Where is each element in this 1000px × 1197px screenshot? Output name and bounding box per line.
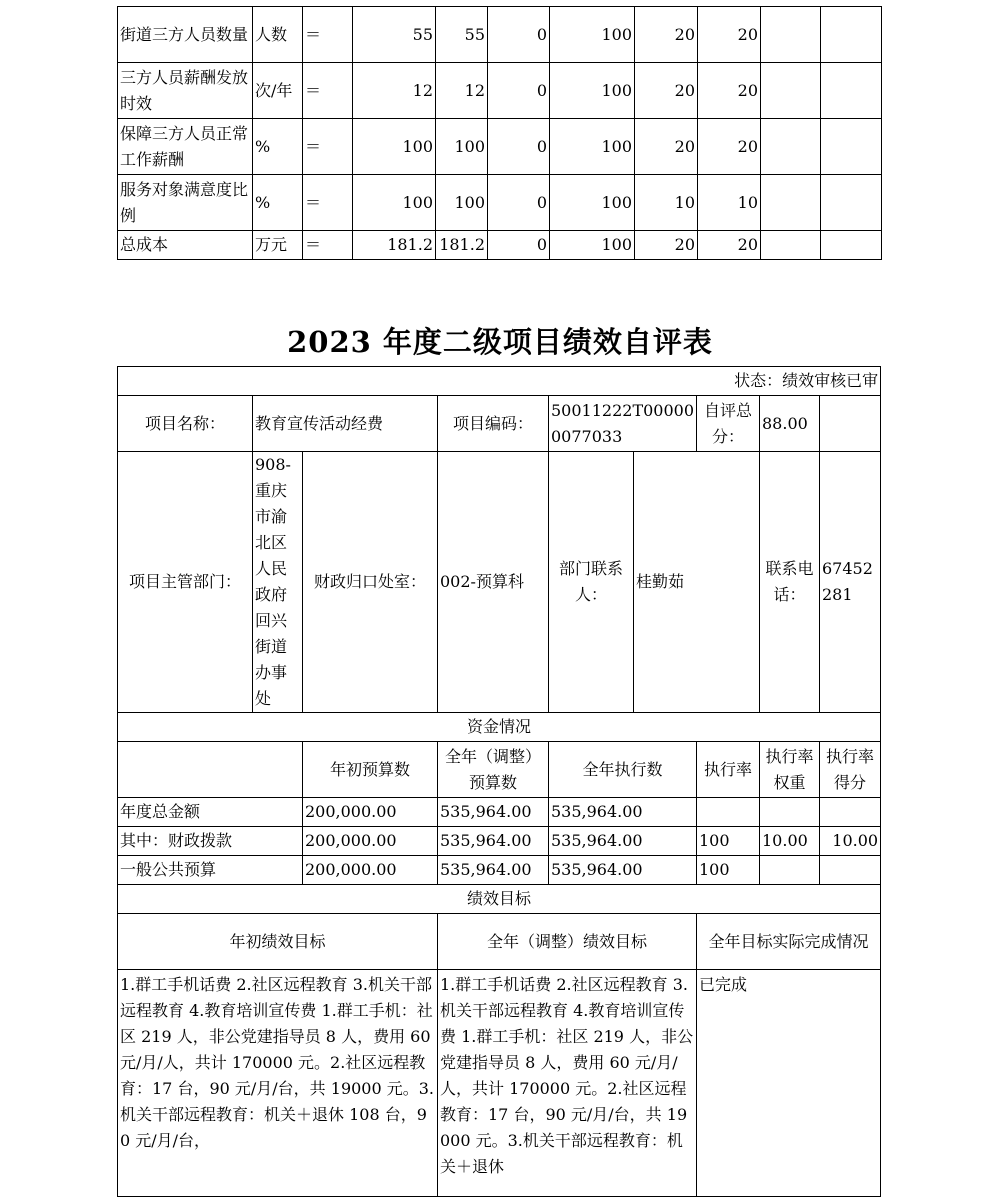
funds-row: [118, 798, 881, 827]
indicator-name: 街道三方人员数量: [118, 7, 253, 63]
funds-initial: 200,000.00: [303, 827, 438, 856]
funds-adjusted: 535,964.00: [438, 856, 549, 885]
empty-cell: [761, 175, 821, 231]
indicator-score: 20: [698, 231, 761, 260]
empty-cell: [761, 119, 821, 175]
indicator-name: 总成本: [118, 231, 253, 260]
indicator-target: 100: [353, 119, 436, 175]
indicator-name: 三方人员薪酬发放时效: [118, 63, 253, 119]
indicator-completion: 100: [550, 119, 635, 175]
self-score-value: 88.00: [760, 396, 820, 452]
empty-cell: [821, 119, 882, 175]
indicator-completion: 100: [550, 63, 635, 119]
funds-initial: 200,000.00: [303, 798, 438, 827]
funds-rate-score: [820, 856, 881, 885]
indicator-unit: %: [253, 119, 303, 175]
indicator-unit: 次/年: [253, 63, 303, 119]
funds-row-label: 其中：财政拨款: [118, 827, 303, 856]
funds-rate: [697, 798, 760, 827]
self-score-label: 自评总分：: [697, 396, 760, 452]
funds-header-rate: 执行率: [697, 742, 760, 798]
indicator-unit: 人数: [253, 7, 303, 63]
indicator-deviation: 0: [488, 175, 550, 231]
indicator-row: [118, 231, 882, 260]
page-title: 2023 年度二级项目绩效自评表: [287, 325, 713, 359]
funds-rate-weight: 10.00: [760, 827, 820, 856]
indicator-operator: ＝: [303, 119, 353, 175]
funds-adjusted: 535,964.00: [438, 798, 549, 827]
funds-rate-score: [820, 798, 881, 827]
perf-section-header: 绩效目标: [118, 885, 881, 914]
contact-value: 桂勤茹: [634, 452, 760, 713]
dept-label: 项目主管部门：: [118, 452, 253, 713]
indicator-unit: %: [253, 175, 303, 231]
funds-rate-weight: [760, 798, 820, 827]
funds-header-rate-score: 执行率得分: [820, 742, 881, 798]
project-name-value: 教育宣传活动经费: [253, 396, 438, 452]
empty-cell: [761, 231, 821, 260]
indicator-score: 20: [698, 63, 761, 119]
funds-section-header: 资金情况: [118, 713, 881, 742]
indicator-row: [118, 63, 882, 119]
self-evaluation-form: [117, 366, 881, 1197]
perf-adjusted-text: 1.群工手机话费 2.社区远程教育 3.机关干部远程教育 4.教育培训宣传费 1.群工手机：社区 219 人，非公党建指导员 8 人，费用 60 元/月/人，共计 170000 元。2.社区远程教育：17 台，90 元/月/台，共 19000 元。3.机关干部远程教育：机关＋退休: [438, 970, 697, 1197]
funds-row: [118, 827, 881, 856]
perf-initial-text: 1.群工手机话费 2.社区远程教育 3.机关干部远程教育 4.教育培训宣传费 1.群工手机：社区 219 人，非公党建指导员 8 人，费用 60 元/月/人，共计 170000 元。2.社区远程教育：17 台，90 元/月/台，共 19000 元。3.机关干部远程教育：机关＋退休 108 台，90 元/月/台，: [118, 970, 438, 1197]
indicator-target: 55: [353, 7, 436, 63]
empty-cell: [821, 175, 882, 231]
indicator-row: [118, 119, 882, 175]
indicator-target: 181.2: [353, 231, 436, 260]
status-text: 状态：绩效审核已审: [118, 367, 881, 396]
empty-cell: [761, 63, 821, 119]
funds-header-rate-weight: 执行率权重: [760, 742, 820, 798]
indicator-weight: 20: [635, 119, 698, 175]
perf-header-initial: 年初绩效目标: [118, 914, 438, 970]
indicator-actual: 100: [436, 175, 488, 231]
indicator-score: 10: [698, 175, 761, 231]
dept-value: 908-重庆市渝北区人民政府回兴街道办事处: [253, 452, 303, 713]
indicator-weight: 10: [635, 175, 698, 231]
indicator-actual: 12: [436, 63, 488, 119]
perf-header-actual: 全年目标实际完成情况: [697, 914, 881, 970]
empty-cell: [821, 63, 882, 119]
indicator-weight: 20: [635, 63, 698, 119]
finance-value: 002-预算科: [438, 452, 549, 713]
indicator-operator: ＝: [303, 175, 353, 231]
funds-header-initial: 年初预算数: [303, 742, 438, 798]
indicator-score: 20: [698, 7, 761, 63]
indicator-score: 20: [698, 119, 761, 175]
indicator-operator: ＝: [303, 7, 353, 63]
funds-rate: 100: [697, 856, 760, 885]
indicator-completion: 100: [550, 175, 635, 231]
funds-initial: 200,000.00: [303, 856, 438, 885]
indicator-weight: 20: [635, 7, 698, 63]
funds-executed: 535,964.00: [549, 827, 697, 856]
indicator-deviation: 0: [488, 7, 550, 63]
indicator-name: 保障三方人员正常工作薪酬: [118, 119, 253, 175]
indicator-name: 服务对象满意度比例: [118, 175, 253, 231]
indicator-target: 100: [353, 175, 436, 231]
indicator-deviation: 0: [488, 231, 550, 260]
funds-rate-score: 10.00: [820, 827, 881, 856]
indicator-unit: 万元: [253, 231, 303, 260]
funds-executed: 535,964.00: [549, 798, 697, 827]
perf-header-adjusted: 全年（调整）绩效目标: [438, 914, 697, 970]
project-code-value: 50011222T000000077033: [549, 396, 697, 452]
funds-adjusted: 535,964.00: [438, 827, 549, 856]
indicator-operator: ＝: [303, 231, 353, 260]
funds-rate: 100: [697, 827, 760, 856]
project-name-label: 项目名称：: [118, 396, 253, 452]
indicator-completion: 100: [550, 231, 635, 260]
indicator-actual: 181.2: [436, 231, 488, 260]
project-code-label: 项目编码：: [438, 396, 549, 452]
empty-cell: [761, 7, 821, 63]
funds-row-label: 一般公共预算: [118, 856, 303, 885]
indicator-row: [118, 175, 882, 231]
indicator-weight: 20: [635, 231, 698, 260]
empty-cell: [820, 396, 881, 452]
funds-executed: 535,964.00: [549, 856, 697, 885]
indicator-deviation: 0: [488, 119, 550, 175]
indicator-deviation: 0: [488, 63, 550, 119]
phone-label: 联系电话：: [760, 452, 820, 713]
funds-header-executed: 全年执行数: [549, 742, 697, 798]
indicator-operator: ＝: [303, 63, 353, 119]
indicator-table: [117, 6, 882, 260]
phone-value: 67452281: [820, 452, 881, 713]
indicator-target: 12: [353, 63, 436, 119]
empty-cell: [118, 742, 303, 798]
funds-header-adjusted: 全年（调整）预算数: [438, 742, 549, 798]
funds-row-label: 年度总金额: [118, 798, 303, 827]
finance-label: 财政归口处室：: [303, 452, 438, 713]
funds-rate-weight: [760, 856, 820, 885]
contact-label: 部门联系人：: [549, 452, 634, 713]
empty-cell: [821, 231, 882, 260]
indicator-completion: 100: [550, 7, 635, 63]
indicator-actual: 55: [436, 7, 488, 63]
perf-actual-text: 已完成: [697, 970, 881, 1197]
indicator-row: [118, 7, 882, 63]
indicator-actual: 100: [436, 119, 488, 175]
empty-cell: [821, 7, 882, 63]
funds-row: [118, 856, 881, 885]
